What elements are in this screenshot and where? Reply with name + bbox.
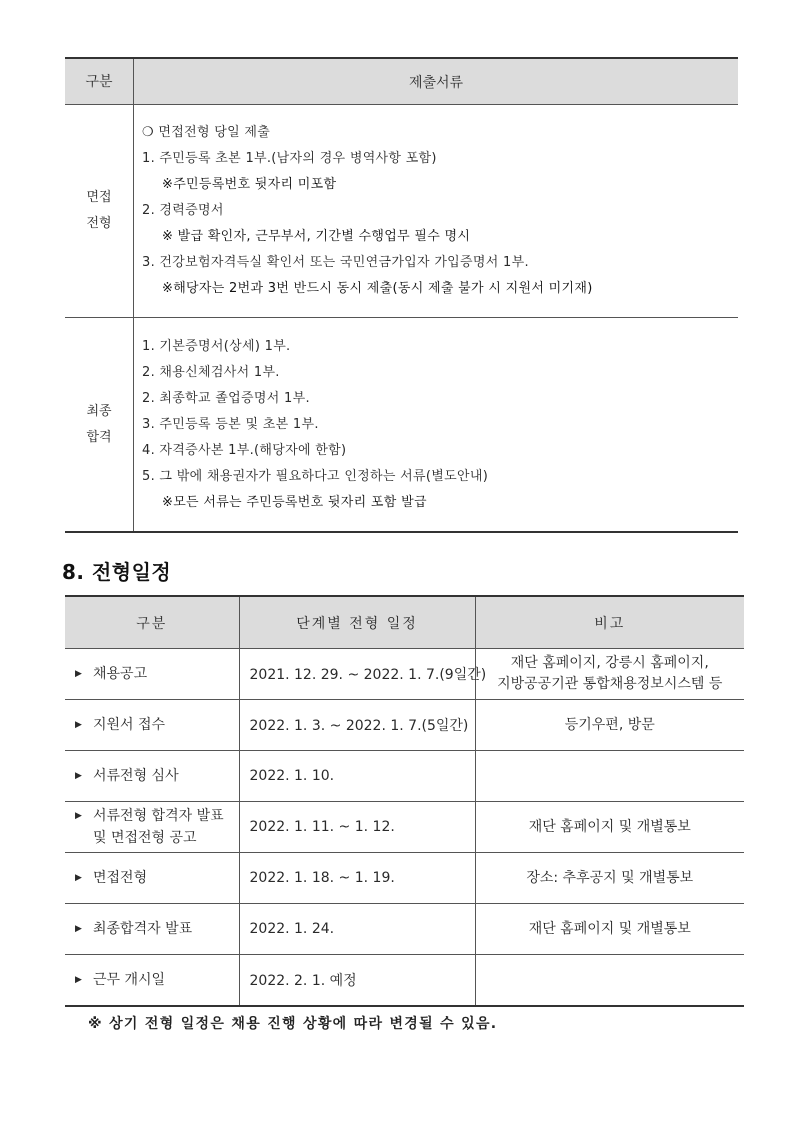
schedule-date: 2022. 1. 24. [239,904,475,955]
schedule-date: 2022. 1. 18. ~ 1. 19. [239,853,475,904]
schedule-date: 2021. 12. 29. ~ 2022. 1. 7.(9일간) [239,649,475,700]
table-row [65,853,744,904]
document-line: 1. 기본증명서(상세) 1부. [142,338,291,354]
stage-label: 근무 개시일 [93,972,166,988]
interview-category: 면접 전형 [65,105,134,318]
note-cell [475,802,744,853]
header-category: 구분 [65,58,134,105]
documents-table-header [65,58,738,105]
document-line: ❍ 면접전형 당일 제출 [142,125,271,140]
document-line: 5. 그 밖에 채용권자가 필요하다고 인정하는 서류(별도안내) [142,468,489,484]
note-line: 재단 홈페이지 및 개별통보 [528,920,691,937]
document-line: 3. 건강보험자격득실 확인서 또는 국민연금가입자 가입증명서 1부. [142,255,529,270]
note-cell [475,751,744,802]
note-cell [475,649,744,700]
documents-table [65,57,738,533]
stage-label: 및 면접전형 공고 [93,830,197,846]
document-line: 2. 최종학교 졸업증명서 1부. [142,390,310,406]
section-title: 8. 전형일정 [62,560,172,584]
triangle-bullet-icon: ▶ [75,924,82,934]
stage-cell [65,649,239,700]
note-line: 등기우편, 방문 [564,716,655,733]
stage-label: 채용공고 [93,666,148,682]
header-note: 비고 [475,596,744,649]
stage-label: 면접전형 [93,870,148,886]
note-cell [475,904,744,955]
schedule-table-header [65,596,744,649]
interview-row [65,105,738,318]
table-row [65,700,744,751]
stage-cell [65,955,239,1007]
note-cell [475,955,744,1007]
schedule-date: 2022. 2. 1. 예정 [239,955,475,1007]
final-documents [134,318,739,533]
document-line: ※모든 서류는 주민등록번호 뒷자리 포함 발급 [162,494,427,510]
note-line: 재단 홈페이지 및 개별통보 [528,818,691,835]
stage-label: 서류전형 합격자 발표 [93,808,224,824]
final-row [65,318,738,533]
note-cell [475,853,744,904]
schedule-footnote: ※ 상기 전형 일정은 채용 진행 상황에 따라 변경될 수 있음. [88,1016,498,1032]
document-line: ※ 발급 확인자, 근무부서, 기간별 수행업무 필수 명시 [162,229,471,244]
table-row [65,955,744,1007]
note-line: 장소: 추후공지 및 개별통보 [526,869,694,886]
note-line: 재단 홈페이지, 강릉시 홈페이지, [510,655,709,671]
document-line: ※해당자는 2번과 3번 반드시 동시 제출(동시 제출 불가 시 지원서 미기재) [162,281,593,296]
table-row [65,751,744,802]
stage-cell [65,700,239,751]
schedule-date: 2022. 1. 10. [239,751,475,802]
header-stage: 구분 [65,596,239,649]
stage-cell [65,751,239,802]
note-cell [475,700,744,751]
schedule-table [65,595,744,1007]
document-line: 2. 경력증명서 [142,203,224,218]
triangle-bullet-icon: ▶ [75,873,82,883]
stage-cell [65,853,239,904]
table-row [65,649,744,700]
header-documents: 제출서류 [134,58,739,105]
table-row [65,904,744,955]
stage-cell [65,904,239,955]
triangle-bullet-icon: ▶ [75,811,82,821]
schedule-date: 2022. 1. 11. ~ 1. 12. [239,802,475,853]
document-line: ※주민등록번호 뒷자리 미포함 [162,177,337,192]
header-schedule: 단계별 전형 일정 [239,596,475,649]
final-category: 최종 합격 [65,318,134,533]
table-row [65,802,744,853]
stage-label: 지원서 접수 [93,717,166,733]
schedule-date: 2022. 1. 3. ~ 2022. 1. 7.(5일간) [239,700,475,751]
document-line: 2. 채용신체검사서 1부. [142,364,280,380]
triangle-bullet-icon: ▶ [75,669,82,679]
interview-documents [134,105,739,318]
triangle-bullet-icon: ▶ [75,771,82,781]
document-line: 4. 자격증사본 1부.(해당자에 한함) [142,442,347,458]
stage-label: 서류전형 심사 [93,768,179,784]
note-line: 지방공공기관 통합채용정보시스템 등 [497,676,723,692]
triangle-bullet-icon: ▶ [75,720,82,730]
triangle-bullet-icon: ▶ [75,975,82,985]
schedule-body [65,649,744,1007]
document-line: 3. 주민등록 등본 및 초본 1부. [142,416,319,432]
document-line: 1. 주민등록 초본 1부.(남자의 경우 병역사항 포함) [142,151,437,166]
stage-label: 최종합격자 발표 [93,921,193,937]
stage-cell [65,802,239,853]
